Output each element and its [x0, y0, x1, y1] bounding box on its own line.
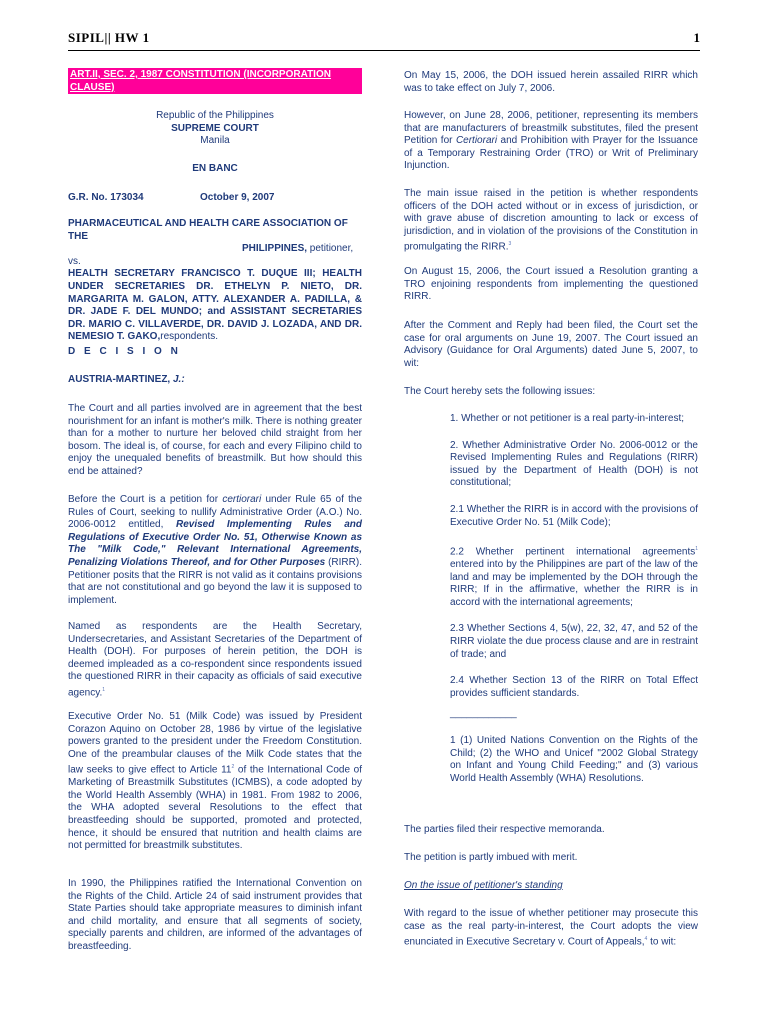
right-paragraph-2 [404, 110, 698, 173]
court-line-supreme: SUPREME COURT [171, 122, 259, 134]
petitioner-line [68, 231, 362, 244]
ponente-name: AUSTRIA-MARTINEZ, [68, 374, 173, 385]
case-caption [68, 218, 362, 344]
issue-2-4: 2.4 Whether Section 13 of the RIRR on Total Effect provides sufficient standards. [450, 675, 698, 699]
paragraph-1: The Court and all parties involved are in agreement that the best nourishment for an infant is mother's milk. There is nothing greater than for a mother to nurture her beloved child straight from her bosom. The ideal is, of course, for each and every Filipino child to enjoy the unequaled benefits of breastmilk. But how should this end be attained? [68, 403, 362, 477]
rp9-text-b: to wit: [647, 936, 677, 948]
footnote-ref-2[interactable]: 2 [231, 764, 235, 771]
court-line-republic: Republic of the Philippines [156, 110, 274, 121]
petitioner-line-2 [68, 243, 362, 256]
issue22-text-a: 2.2 Whether pertinent international agreements [450, 546, 696, 558]
rp2-text-a: However, on June 28, 2006, petitioner, representing its members that are manufacturers of breastmilk substitutes, filed the present Petition for [404, 110, 698, 147]
petitioner-name-1: PHARMACEUTICAL AND HEALTH CARE ASSOCIATION OF THE [68, 218, 348, 242]
issues-list [450, 413, 698, 785]
ponente [68, 374, 185, 387]
petitioner-name-2: PHILIPPINES, [242, 243, 308, 255]
para2-certiorari: certiorari [222, 494, 262, 505]
right-paragraph-4: On August 15, 2006, the Court issued a Resolution granting a TRO enjoining respondents from implementing the questioned RIRR. [404, 266, 698, 303]
para4-text-a: Executive Order No. 51 (Milk Code) was issued by President Corazon Aquino on October 28, 1986 by virtue of the legislative powers granted to the president under the Freedom Constitution. One of the preambular clauses of the Milk Code states that the law seeks to give effect to Article 11 [68, 711, 362, 776]
paragraph-4 [68, 711, 362, 853]
topic-highlight: ART.II, SEC. 2, 1987 CONSTITUTION (INCORPORATION CLAUSE) [68, 68, 362, 94]
rp3-text: The main issue raised in the petition is whether respondents officers of the DOH acted without or in excess of jurisdiction, or with grave abuse of discretion amounting to lack or excess of jurisdiction, and in violation of the provisions of the Constitution in promulgating the RIRR. [404, 188, 698, 253]
issue-2-3: 2.3 Whether Sections 4, 5(w), 22, 32, 47, and 52 of the RIRR violate the due process clause and are in restraint of trade; and [450, 623, 698, 660]
rp9-text-a: With regard to the issue of whether petitioner may prosecute this case as the real party-in-interest, the Court adopts the view enunciated in Executive Secretary v. Court of Appeals, [404, 908, 698, 948]
issue-1: 1. Whether or not petitioner is a real party-in-interest; [450, 413, 684, 424]
footnote-ref-4[interactable]: 4 [644, 936, 648, 943]
footnote-ref-3[interactable]: 3 [508, 241, 512, 248]
para2-text-a: Before the Court is a petition for [68, 494, 223, 505]
para4-text-b: of the International Code of Marketing of Breastmilk Substitutes (ICMBS), a code adopted by the World Health Assembly (WHA) in 1981. From 1982 to 2006, the WHA adopted several Resolutions to the effect that breastfeeding should be supported, promoted and protected, hence, it should be ensured that nutrition and health claims are not permitted for breastmilk substitutes. [68, 764, 362, 852]
page-number: 1 [693, 30, 700, 45]
rp2-text-c: and Prohibition with Prayer for the Issuance of a Temporary Restraining Order (TRO) or Writ of Preliminary Injunction. [404, 135, 698, 172]
court-line-manila: Manila [200, 135, 230, 147]
court-heading [68, 110, 362, 148]
right-paragraph-5: After the Comment and Reply had been filed, the Court set the case for oral arguments on June 19, 2007. The Court issued an Advisory (Guidance for Oral Arguments) dated June 5, 2007, to wit: [404, 320, 698, 369]
paragraph-3 [68, 621, 362, 700]
para2-text-c: under Rule 65 of the Rules of Court, seeking to nullify Administrative Order (A.O.) No. 2006-0012 entitled, [68, 494, 362, 531]
footnote-rule: ____________ [450, 708, 517, 720]
issue-2-2 [450, 543, 698, 609]
en-banc: EN BANC [192, 163, 238, 174]
issue-2: 2. Whether Administrative Order No. 2006-0012 or the Revised Implementing Rules and Regulations (RIRR) issued by the Department of Health (DOH) is not constitutional; [450, 439, 698, 489]
footnote-ref-issue[interactable]: 1 [695, 546, 698, 553]
section-heading-standing: On the issue of petitioner's standing [404, 880, 563, 891]
right-paragraph-6: The Court hereby sets the following issues: [404, 386, 596, 397]
right-paragraph-8: The petition is partly imbued with merit. [404, 852, 578, 863]
issue-2-1: 2.1 Whether the RIRR is in accord with the provisions of Executive Order No. 51 (Milk Code); [450, 503, 698, 528]
right-paragraph-3 [404, 188, 698, 254]
issue22-text-b: entered into by the Philippines are part of the law of the land and may be implemented by the DOH through the RIRR; If in the affirmative, whether the RIRR is in accord with the international agreements; [450, 559, 698, 608]
header-title: SIPIL|| HW 1 [68, 30, 150, 45]
respondents-block [68, 268, 362, 344]
page-header [68, 28, 700, 51]
right-paragraph-9 [404, 908, 698, 949]
footnote-ref-1[interactable]: 1 [102, 686, 106, 693]
right-paragraph-1: On May 15, 2006, the DOH issued herein assailed RIRR which was to take effect on July 7, 2006. [404, 70, 698, 94]
rp2-certiorari: Certiorari [455, 135, 498, 147]
gr-number: G.R. No. 173034 [68, 192, 144, 203]
right-paragraph-7: The parties filed their respective memoranda. [404, 824, 605, 835]
versus: vs. [68, 255, 81, 267]
paragraph-5: In 1990, the Philippines ratified the International Convention on the Rights of the Child. Article 24 of said instrument provides that State Parties should take appropriate measures to diminish infant and child mortality, and ensure that all segments of society, specially parents and children, are informed of the advantages of breastfeeding. [68, 878, 362, 952]
para2-title: Revised Implementing Rules and Regulations of Executive Order No. 51, Otherwise Known as The "Milk Code," Relevant International Agreements, Penalizing Violations Thereof, and for Other Purposes [68, 519, 362, 568]
para3-text: Named as respondents are the Health Secretary, Undersecretaries, and Assistant Secretaries of the Department of Health (DOH). For purposes of herein petition, the DOH is deemed impleaded as a co-respondent since respondents issued the questioned RIRR in their capacity as officials of said executive agency. [68, 621, 362, 699]
petitioner-label: petitioner, [307, 243, 354, 255]
decision-date: October 9, 2007 [200, 192, 275, 203]
respondents-label: respondents. [160, 331, 219, 343]
ponente-j: J.: [173, 374, 185, 385]
footnote-text: 1 (1) United Nations Convention on the Rights of the Child; (2) the WHO and Unicef "2002 Global Strategy on Infant and Young Child Feeding;" and (3) various World Health Assembly (WHA) Resolutions. [450, 735, 698, 784]
respondents-names: HEALTH SECRETARY FRANCISCO T. DUQUE III; HEALTH UNDER SECRETARIES DR. ETHELYN P. NIETO, DR. MARGARITA M. GALON, ATTY. ALEXANDER A. PADILLA, & DR. JADE F. DEL MUNDO; and ASSISTANT SECRETARIES DR. MARIO C. VILLAVERDE, DR. DAVID J. LOZADA, AND DR. NEMESIO T. GAKO, [68, 268, 362, 343]
para2-text-e: (RIRR). Petitioner posits that the RIRR is not valid as it contains provisions that are not constitutional and go beyond the law it is supposed to implement. [68, 556, 362, 606]
paragraph-2 [68, 494, 362, 607]
decision-heading: D E C I S I O N [68, 346, 181, 357]
